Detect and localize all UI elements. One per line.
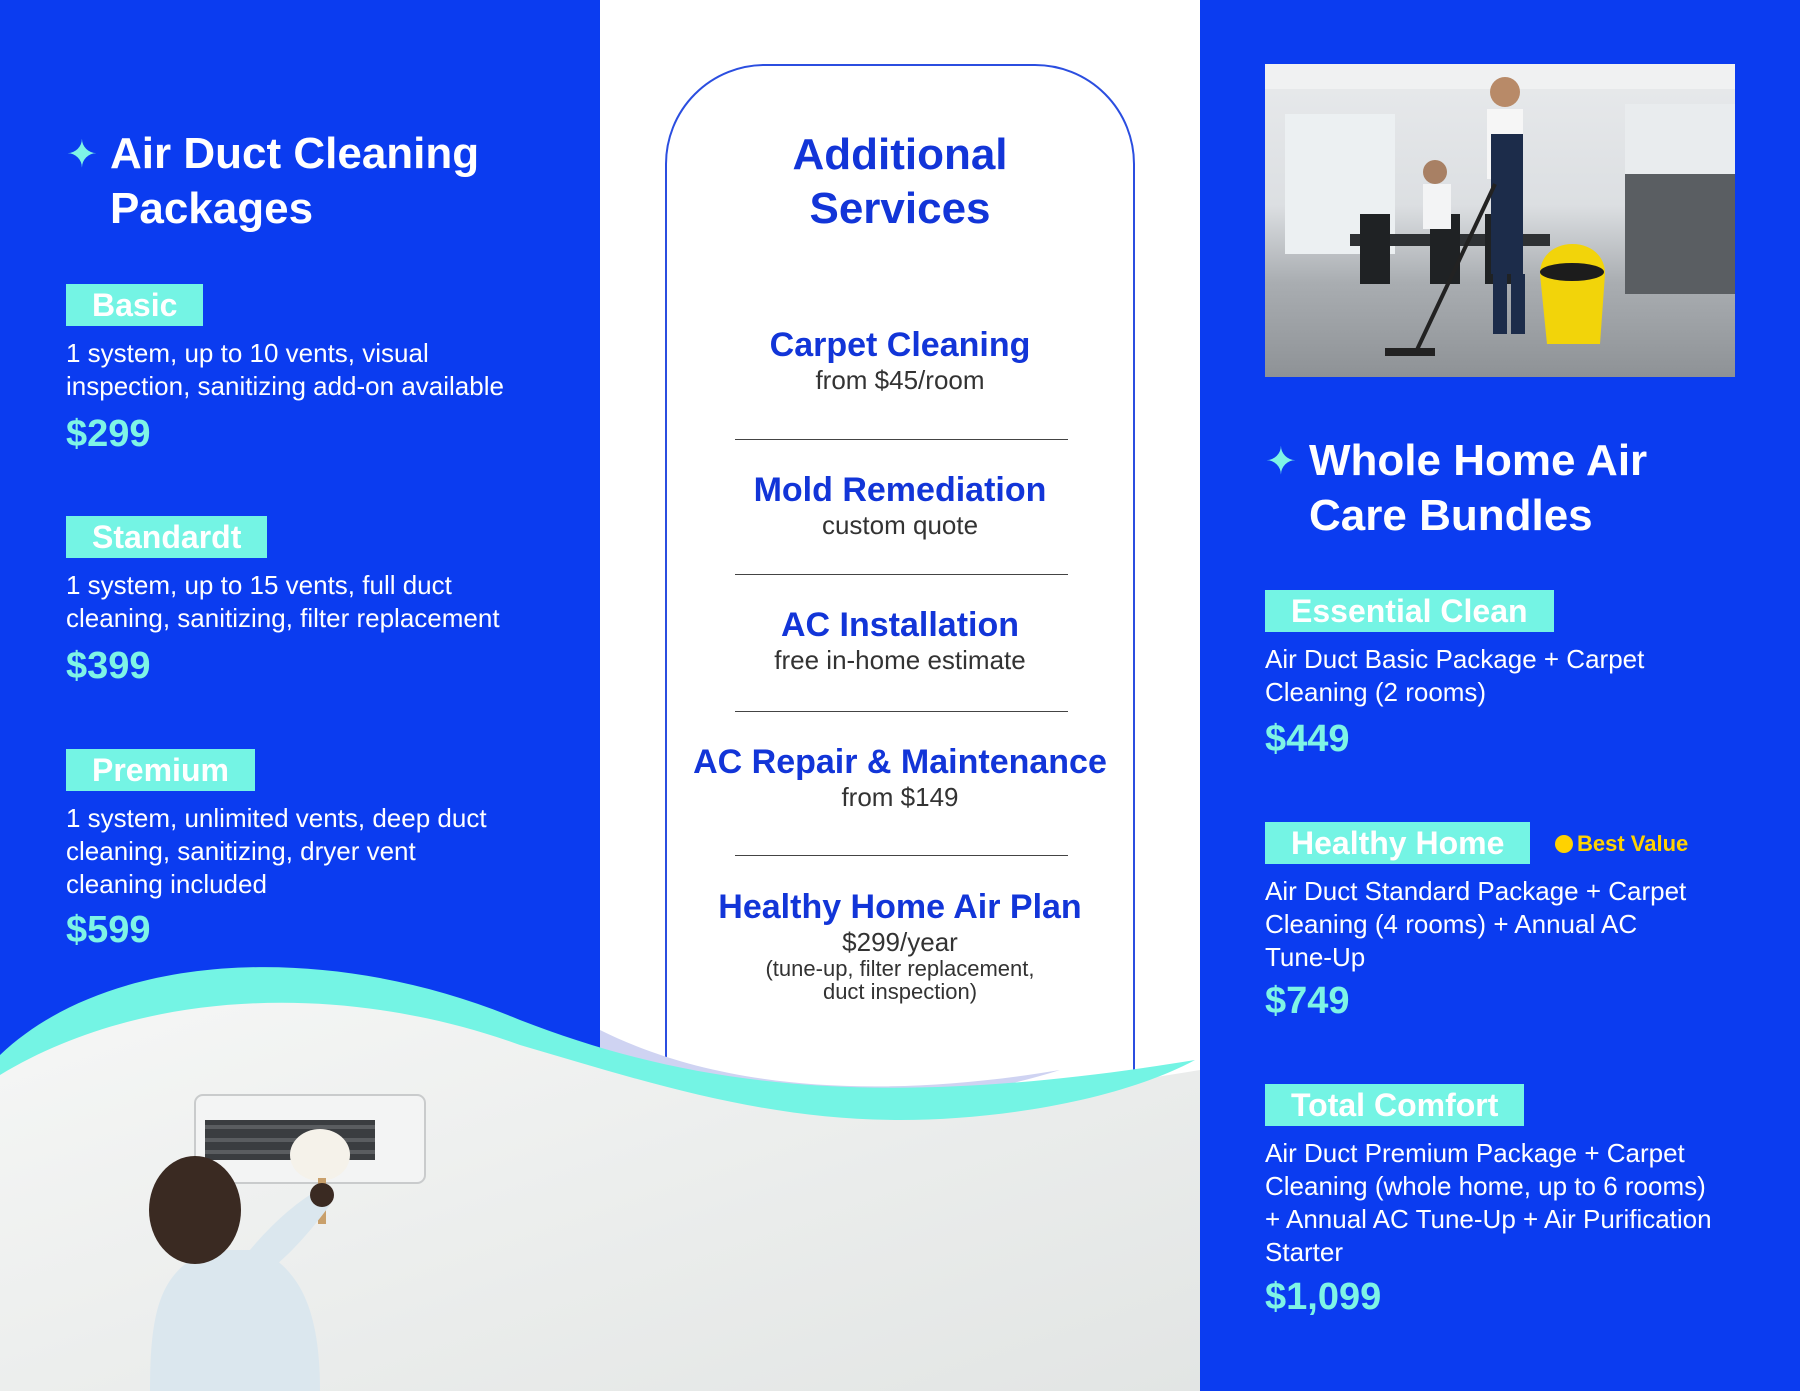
service-item	[640, 605, 1160, 675]
cleaning-team-photo	[1265, 64, 1735, 377]
bundle-desc-line: Cleaning (2 rooms)	[1265, 677, 1487, 707]
service-divider	[735, 439, 1068, 440]
package-desc-line: cleaning, sanitizing, filter replacement	[66, 603, 500, 633]
package-price-standard: $399	[66, 645, 151, 687]
bundles-title-line2: Care Bundles	[1309, 491, 1593, 540]
services-title	[600, 128, 1200, 236]
bundle-tag-healthy-home: Healthy Home	[1265, 822, 1530, 864]
service-sub: from $45/room	[815, 365, 985, 395]
bundle-price-essential-clean: $449	[1265, 718, 1350, 760]
service-item	[640, 742, 1160, 812]
bundle-tag-essential-clean: Essential Clean	[1265, 590, 1554, 632]
service-note: duct inspection)	[822, 979, 978, 1004]
service-name: Mold Remediation	[753, 471, 1047, 509]
service-divider	[735, 855, 1068, 856]
bundle-desc-total-comfort	[1265, 1137, 1712, 1269]
services-title-line1: Additional	[792, 130, 1008, 179]
bundle-desc-line: Starter	[1265, 1237, 1344, 1267]
package-desc-line: cleaning included	[66, 869, 267, 899]
package-desc-standard	[66, 569, 500, 635]
packages-title-line1: Air Duct Cleaning	[110, 129, 480, 178]
package-desc-premium	[66, 802, 487, 901]
best-value-label: Best Value	[1577, 831, 1689, 856]
best-value-badge-icon	[1555, 835, 1573, 853]
package-tag-basic: Basic	[66, 284, 203, 326]
service-sub: free in-home estimate	[774, 645, 1026, 675]
service-note: (tune-up, filter replacement,	[765, 956, 1035, 981]
bundle-desc-line: + Annual AC Tune-Up + Air Purification	[1265, 1204, 1712, 1234]
package-price-premium: $599	[66, 909, 151, 951]
service-name: AC Repair & Maintenance	[693, 743, 1107, 781]
bundle-desc-line: Air Duct Premium Package + Carpet	[1265, 1138, 1685, 1168]
service-name: Healthy Home Air Plan	[718, 888, 1082, 926]
best-value-badge	[1555, 830, 1688, 858]
sparkle-icon: ✦	[1265, 441, 1297, 483]
bundle-price-total-comfort: $1,099	[1265, 1276, 1382, 1318]
package-desc-line: 1 system, unlimited vents, deep duct	[66, 803, 487, 833]
package-desc-line: 1 system, up to 15 vents, full duct	[66, 570, 452, 600]
bundle-desc-essential-clean	[1265, 643, 1644, 709]
bundle-desc-line: Air Duct Standard Package + Carpet	[1265, 876, 1687, 906]
service-item	[640, 325, 1160, 395]
package-desc-basic	[66, 337, 504, 403]
bundle-desc-line: Air Duct Basic Package + Carpet	[1265, 644, 1645, 674]
bundles-title-line1: Whole Home Air	[1309, 436, 1648, 485]
service-sub: $299/year	[842, 927, 958, 957]
services-title-line2: Services	[809, 184, 991, 233]
service-item	[640, 470, 1160, 540]
packages-title	[110, 126, 479, 236]
service-name: AC Installation	[780, 606, 1020, 644]
bundle-desc-healthy-home	[1265, 875, 1686, 974]
package-price-basic: $299	[66, 413, 151, 455]
package-desc-line: 1 system, up to 10 vents, visual	[66, 338, 429, 368]
bundle-tag-total-comfort: Total Comfort	[1265, 1084, 1524, 1126]
package-tag-premium: Premium	[66, 749, 255, 791]
packages-title-line2: Packages	[110, 184, 314, 233]
service-sub: from $149	[841, 782, 959, 812]
service-divider	[735, 711, 1068, 712]
service-name: Carpet Cleaning	[769, 326, 1031, 364]
bundle-price-healthy-home: $749	[1265, 980, 1350, 1022]
sparkle-icon: ✦	[66, 134, 98, 176]
bundle-desc-line: Tune-Up	[1265, 942, 1366, 972]
package-desc-line: cleaning, sanitizing, dryer vent	[66, 836, 416, 866]
technician-photo	[0, 950, 1200, 1391]
service-sub: custom quote	[821, 510, 979, 540]
bundle-desc-line: Cleaning (4 rooms) + Annual AC	[1265, 909, 1638, 939]
bundles-title	[1309, 433, 1647, 543]
package-desc-line: inspection, sanitizing add-on available	[66, 371, 504, 401]
package-tag-standard: Standardt	[66, 516, 267, 558]
bundle-desc-line: Cleaning (whole home, up to 6 rooms)	[1265, 1171, 1706, 1201]
service-divider	[735, 574, 1068, 575]
